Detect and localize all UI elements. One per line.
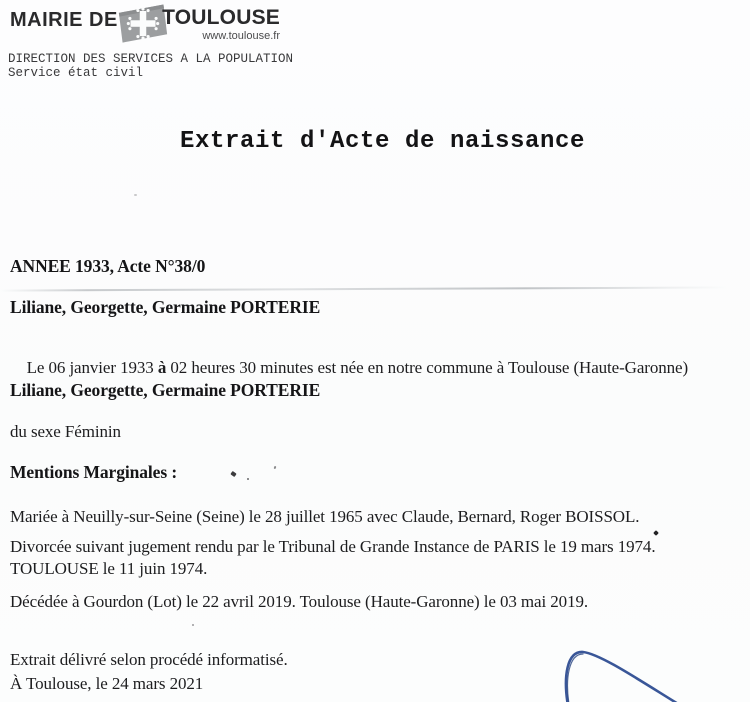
sex-statement: du sexe Féminin: [10, 422, 121, 441]
website-url: www.toulouse.fr: [202, 30, 280, 42]
birth-statement-emphasis: à: [157, 358, 167, 377]
scan-artifact: [247, 478, 249, 480]
registered-name-repeat: Liliane, Georgette, Germaine PORTERIE: [10, 380, 321, 400]
scan-artifact: [274, 466, 277, 470]
scan-artifact: [134, 194, 137, 196]
birth-statement-part1: Le 06 janvier 1933: [26, 358, 158, 377]
mention-divorce-line2: TOULOUSE le 11 juin 1974.: [10, 559, 208, 578]
birth-statement-part2: 02 heures 30 minutes est née en notre commune à Toulouse (Haute-Garonne): [166, 358, 689, 377]
marginal-mentions-heading: Mentions Marginales :: [10, 462, 178, 482]
act-reference: ANNEE 1933, Acte N°38/0: [10, 256, 206, 276]
scan-artifact: [230, 471, 236, 477]
service-line: Service état civil: [8, 66, 144, 80]
issue-method-line: Extrait délivré selon procédé informatisé.: [10, 650, 288, 669]
mention-marriage: Mariée à Neuilly-sur-Seine (Seine) le 28 juillet 1965 avec Claude, Bernard, Roger BOISSOL.: [10, 507, 640, 526]
fold-crease-line: [0, 286, 728, 291]
scan-artifact: [653, 530, 659, 536]
registered-name: Liliane, Georgette, Germaine PORTERIE: [10, 297, 321, 317]
department-line: DIRECTION DES SERVICES A LA POPULATION: [8, 52, 294, 66]
toulouse-label: TOULOUSE: [162, 6, 280, 29]
brand-block: [162, 6, 280, 42]
scan-artifact: [192, 624, 194, 626]
document-title: Extrait d'Acte de naissance: [180, 128, 586, 155]
signature-ink-icon: [540, 630, 750, 702]
place-date-line: À Toulouse, le 24 mars 2021: [10, 674, 204, 693]
mention-divorce-line1: Divorcée suivant jugement rendu par le Tribunal de Grande Instance de PARIS le 19 mars 1974.: [10, 537, 656, 556]
mairie-de-label: MAIRIE DE: [10, 9, 118, 31]
mention-death: Décédée à Gourdon (Lot) le 22 avril 2019. Toulouse (Haute-Garonne) le 03 mai 2019.: [10, 592, 589, 611]
